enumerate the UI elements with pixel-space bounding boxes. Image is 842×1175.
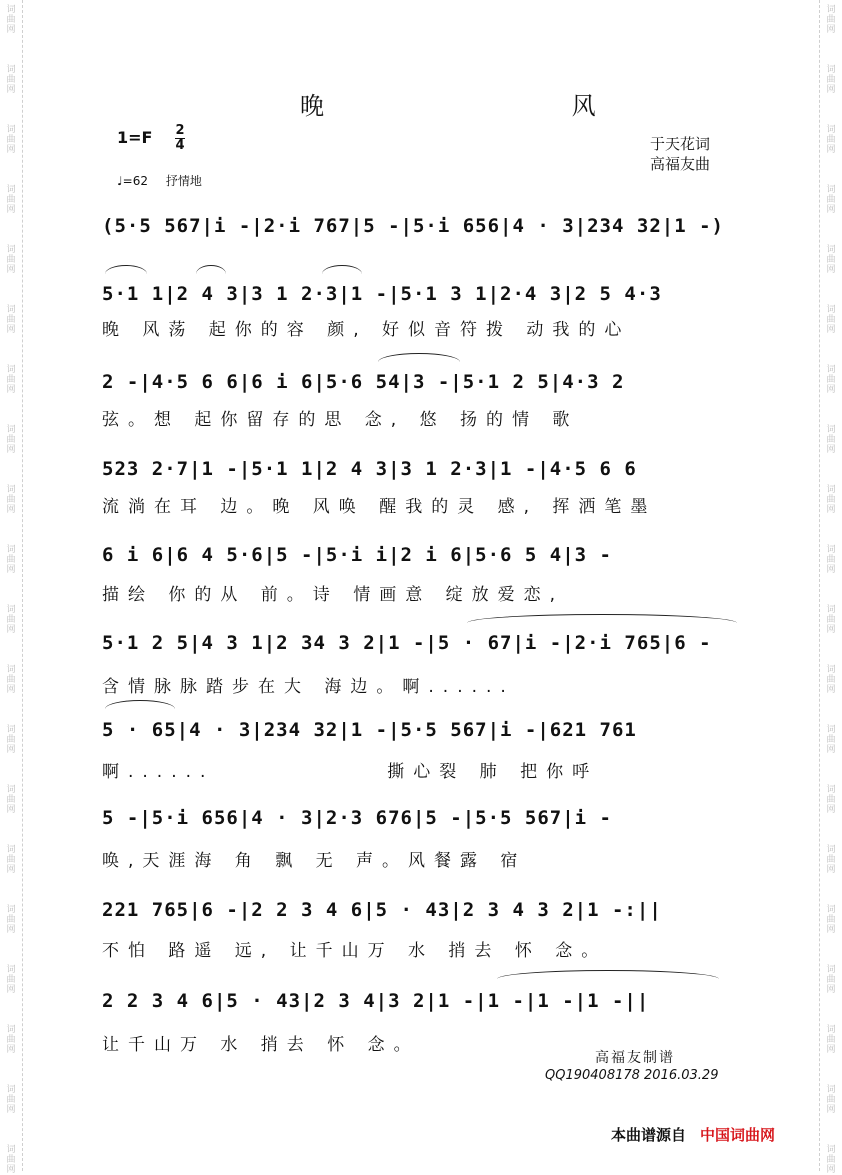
score-line bbox=[102, 987, 742, 1027]
score-line bbox=[102, 804, 742, 844]
watermark-text: 词 曲 网 bbox=[6, 725, 16, 755]
tempo-value: ♩=62 bbox=[117, 174, 148, 188]
slur-mark bbox=[467, 614, 737, 623]
lyricist: 于天花词 bbox=[650, 135, 711, 153]
notation: 5·1 2 5|4 3 1|2 34 3 2|1 -|5 · 67|i -|2·i 765|6 - bbox=[102, 632, 712, 654]
score-line bbox=[102, 541, 742, 581]
lyric-line: 流淌在耳 边。晚 风唤 醒我的灵 感, 挥洒笔墨 bbox=[102, 497, 657, 517]
lyric-line: 含情脉脉踏步在大 海边。啊...... bbox=[102, 677, 515, 697]
watermark-text: 词 曲 网 bbox=[6, 5, 16, 35]
watermark-text: 词 曲 网 bbox=[826, 245, 836, 275]
notation: 6 i 6|6 4 5·6|5 -|5·i i|2 i 6|5·6 5 4|3 - bbox=[102, 544, 612, 566]
score-line bbox=[102, 280, 742, 320]
watermark-text: 词 曲 网 bbox=[826, 485, 836, 515]
watermark-text: 词 曲 网 bbox=[6, 65, 16, 95]
score-line bbox=[102, 629, 742, 669]
watermark-text: 词 曲 网 bbox=[826, 665, 836, 695]
song-title: 晚 风 bbox=[300, 92, 716, 120]
notation: 221 765|6 -|2 2 3 4 6|5 · 43|2 3 4 3 2|1 -:|| bbox=[102, 899, 662, 921]
watermark-text: 词 曲 网 bbox=[826, 605, 836, 635]
lyric-line: 不怕 路遥 远, 让千山万 水 捎去 怀 念。 bbox=[102, 941, 608, 961]
watermark-text: 词 曲 网 bbox=[6, 485, 16, 515]
slur-mark bbox=[497, 970, 719, 979]
watermark-text: 词 曲 网 bbox=[826, 125, 836, 155]
lyric-line: 唤,天涯海 角 飘 无 声。风餐露 宿 bbox=[102, 851, 527, 871]
slur-mark bbox=[196, 265, 226, 274]
watermark-text: 词 曲 网 bbox=[6, 1145, 16, 1175]
watermark-text: 词 曲 网 bbox=[826, 5, 836, 35]
notation: 5·1 1|2 4 3|3 1 2·3|1 -|5·1 3 1|2·4 3|2 5 4·3 bbox=[102, 283, 662, 305]
watermark-text: 词 曲 网 bbox=[826, 1085, 836, 1115]
key-signature: 1=F bbox=[117, 128, 153, 147]
notation: 2 -|4·5 6 6|6 i 6|5·6 54|3 -|5·1 2 5|4·3 2 bbox=[102, 371, 625, 393]
score-line bbox=[102, 896, 742, 936]
watermark-text: 词 曲 网 bbox=[826, 845, 836, 875]
watermark-text: 词 曲 网 bbox=[6, 845, 16, 875]
watermark-text: 词 曲 网 bbox=[826, 185, 836, 215]
watermark-text: 词 曲 网 bbox=[6, 1025, 16, 1055]
score-line bbox=[102, 716, 742, 756]
score-line bbox=[102, 455, 742, 495]
watermark-text: 词 曲 网 bbox=[826, 545, 836, 575]
credits bbox=[650, 134, 710, 174]
watermark-text: 词 曲 网 bbox=[826, 1025, 836, 1055]
watermark-text: 词 曲 网 bbox=[826, 65, 836, 95]
watermark-text: 词 曲 网 bbox=[6, 605, 16, 635]
score-signer: 高福友制谱 bbox=[595, 1050, 675, 1066]
source-site-link[interactable]: 中国词曲网 bbox=[700, 1126, 776, 1144]
watermark-text: 词 曲 网 bbox=[826, 725, 836, 755]
time-signature-top: 2 bbox=[175, 123, 185, 138]
lyric-line: 晚 风荡 起你的容 颜, 好似音符拨 动我的心 bbox=[102, 320, 631, 340]
watermark-text: 词 曲 网 bbox=[826, 905, 836, 935]
watermark-text: 词 曲 网 bbox=[6, 125, 16, 155]
watermark-text: 词 曲 网 bbox=[6, 965, 16, 995]
lyric-line: 啊...... 撕心裂 肺 把你呼 bbox=[102, 762, 599, 782]
time-signature-bottom: 4 bbox=[175, 138, 185, 153]
watermark-text: 词 曲 网 bbox=[826, 1145, 836, 1175]
source-credit bbox=[611, 1124, 775, 1145]
notation: 5 -|5·i 656|4 · 3|2·3 676|5 -|5·5 567|i - bbox=[102, 807, 612, 829]
composer: 高福友曲 bbox=[650, 155, 711, 173]
notation: 2 2 3 4 6|5 · 43|2 3 4|3 2|1 -|1 -|1 -|1 -|| bbox=[102, 990, 650, 1012]
watermark-text: 词 曲 网 bbox=[6, 905, 16, 935]
watermark-text: 词 曲 网 bbox=[6, 185, 16, 215]
slur-mark bbox=[378, 353, 460, 362]
watermark-text: 词 曲 网 bbox=[6, 305, 16, 335]
watermark-text: 词 曲 网 bbox=[6, 245, 16, 275]
slur-mark bbox=[105, 265, 147, 274]
watermark-text: 词 曲 网 bbox=[826, 305, 836, 335]
watermark-text: 词 曲 网 bbox=[826, 365, 836, 395]
watermark-text: 词 曲 网 bbox=[826, 965, 836, 995]
tempo-marking bbox=[117, 172, 202, 189]
watermark-text: 词 曲 网 bbox=[6, 365, 16, 395]
time-signature bbox=[175, 124, 185, 153]
right-watermark-strip bbox=[819, 0, 842, 1175]
watermark-text: 词 曲 网 bbox=[6, 665, 16, 695]
expression-marking: 抒情地 bbox=[165, 174, 202, 188]
watermark-text: 词 曲 网 bbox=[826, 785, 836, 815]
lyric-line: 描绘 你的从 前。诗 情画意 绽放爱恋, bbox=[102, 585, 565, 605]
watermark-text: 词 曲 网 bbox=[6, 545, 16, 575]
score-line bbox=[102, 368, 742, 408]
left-watermark-strip bbox=[0, 0, 23, 1175]
qq-and-date: QQ190408178 2016.03.29 bbox=[545, 1068, 719, 1083]
slur-mark bbox=[322, 265, 362, 274]
notation: 523 2·7|1 -|5·1 1|2 4 3|3 1 2·3|1 -|4·5 6 6 bbox=[102, 458, 637, 480]
notation: (5·5 567|i -|2·i 767|5 -|5·i 656|4 · 3|234 32|1 -) bbox=[102, 215, 724, 237]
lyric-line: 弦。想 起你留存的思 念, 悠 扬的情 歌 bbox=[102, 410, 579, 430]
lyric-line: 让千山万 水 捎去 怀 念。 bbox=[102, 1035, 420, 1055]
watermark-text: 词 曲 网 bbox=[826, 425, 836, 455]
slur-mark bbox=[105, 700, 175, 709]
watermark-text: 词 曲 网 bbox=[6, 1085, 16, 1115]
watermark-text: 词 曲 网 bbox=[6, 785, 16, 815]
notation: 5 · 65|4 · 3|234 32|1 -|5·5 567|i -|621 761 bbox=[102, 719, 637, 741]
source-label: 本曲谱源自 bbox=[611, 1126, 687, 1144]
score-line bbox=[102, 212, 742, 252]
watermark-text: 词 曲 网 bbox=[6, 425, 16, 455]
